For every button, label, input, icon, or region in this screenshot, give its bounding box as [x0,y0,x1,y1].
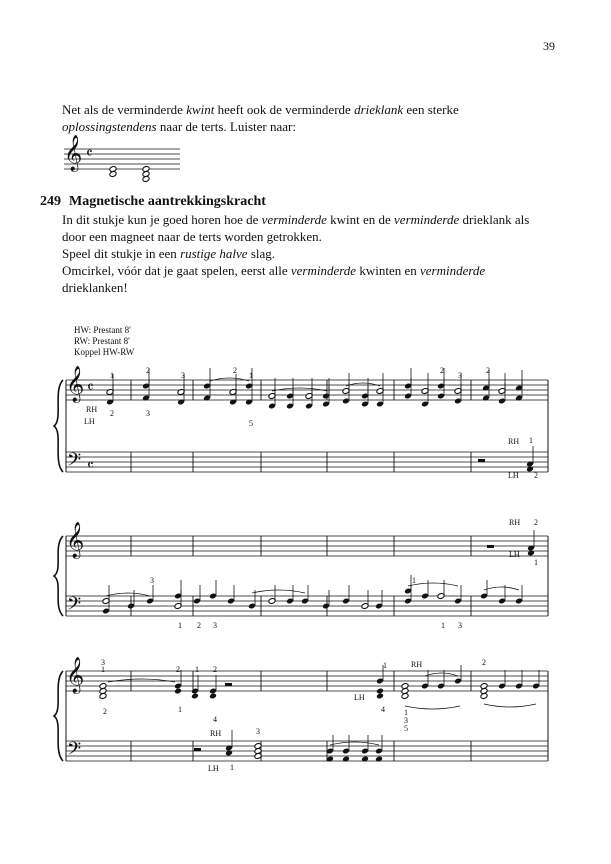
lh-label: LH [208,764,219,773]
fingering-bottom: 2 [103,707,107,716]
fingering-stack: 5 [404,724,408,733]
fingering-bottom: 2 [110,409,114,418]
registration-rw: RW: Prestant 8' [74,336,130,346]
slur [108,679,175,682]
body-line-5: drieklanken! [62,280,128,295]
note-head [375,756,383,763]
fingering-lh: 3 [458,621,462,630]
fingering-top: 1 [195,665,199,674]
slur [425,673,458,676]
fingering-lh: 2 [197,621,201,630]
note-head [225,750,233,757]
treble-clef: 𝄞 [66,366,85,401]
slur [330,742,379,745]
fingering-bottom: 3 [146,409,150,418]
fingering-bottom: 4 [381,705,385,714]
treble-clef: 𝄞 [66,522,85,557]
half-rest [487,545,494,548]
treble-clef: 𝄞 [64,135,83,170]
time-signature: 𝄴 [87,458,94,474]
rh-label: RH [509,518,521,527]
note-head [376,693,384,700]
registration-hw: HW: Prestant 8' [74,325,131,335]
rh-label: RH [508,437,520,446]
intro-line-2: oplossingstendens naar de terts. Luister naar: [62,119,296,134]
fingering-top: 2 [233,366,237,375]
fingering-top: 3 [181,371,185,380]
rh-label: RH [210,729,222,738]
page-number: 39 [543,39,555,53]
fingering-lh: 1 [441,621,445,630]
fingering-bottom: 2 [534,471,538,480]
fingering-top: 3 [101,658,105,667]
fingering-top: 1 [110,371,114,380]
half-rest [194,748,201,751]
lh-label: LH [354,693,365,702]
fingering-bottom: 4 [213,715,217,724]
rh-label: RH [411,660,423,669]
slur [346,383,380,386]
fingering-bottom: 1 [534,558,538,567]
fingering-stack: 3 [404,716,408,725]
fingering-stack: 1 [404,708,408,717]
fingering-lh: 3 [213,621,217,630]
body-line-1: In dit stukje kun je goed horen hoe de verminderde kwint en de verminderde drieklank als [62,212,530,227]
section-title: Magnetische aantrekkingskracht [69,194,266,209]
slur [484,704,536,707]
fingering-bottom: 1 [178,705,182,714]
rh-label: RH [86,405,98,414]
note-head [342,756,350,763]
half-rest [225,683,232,686]
fingering-lh: 1 [412,576,416,585]
fingering-top: 1 [529,436,533,445]
registration-koppel: Koppel HW-RW [74,347,135,357]
note-head [174,688,182,695]
note-head [209,693,217,700]
piano-brace [54,671,63,761]
fingering-bottom: 5 [249,419,253,428]
note-head [376,688,384,695]
slur [272,388,327,391]
fingering-top: 1 [383,661,387,670]
body-line-3: Speel dit stukje in een rustige halve slag. [62,246,276,261]
note-head [191,693,199,700]
bass-clef: 𝄢 [67,449,82,474]
note-head [361,756,369,763]
fingering-top: 2 [146,366,150,375]
fingering-top: 2 [486,366,490,375]
slur [210,378,249,381]
slur [252,590,305,593]
fingering-bottom: 1 [230,763,234,772]
fingering-top: 1 [101,665,105,674]
fingering-top: 1 [249,371,253,380]
fingering-top: 2 [482,658,486,667]
piano-brace [54,380,63,472]
fingering-lh: 1 [178,621,182,630]
intro-line-1: Net als de verminderde kwint heeft ook de verminderde drieklank een sterke [62,102,459,117]
lh-label: LH [508,471,519,480]
lh-label: LH [84,417,95,426]
body-line-4: Omcirkel, vóór dat je gaat spelen, eerst alle verminderde kwinten en verminderde [62,263,486,278]
fingering-lh: 3 [150,576,154,585]
fingering-top: 2 [440,366,444,375]
fingering-top: 3 [256,727,260,736]
body-line-2: door een magneet naar de terts worden getrokken. [62,229,322,244]
lh-label: LH [509,550,520,559]
piano-brace [54,536,63,616]
section-number: 249 [40,194,61,209]
fingering-top: 2 [213,665,217,674]
time-signature: 𝄴 [87,380,94,396]
fingering-top: 2 [176,665,180,674]
slur [106,593,150,596]
fingering-top: 3 [458,371,462,380]
slur [405,706,460,709]
bass-clef: 𝄢 [67,738,82,763]
note-head [527,550,535,557]
treble-clef: 𝄞 [66,657,85,692]
note-head [526,466,534,473]
slur [484,587,519,590]
half-rest [478,459,485,462]
time-signature: 𝄴 [86,146,93,162]
bass-clef: 𝄢 [67,593,82,618]
fingering-top: 2 [534,518,538,527]
